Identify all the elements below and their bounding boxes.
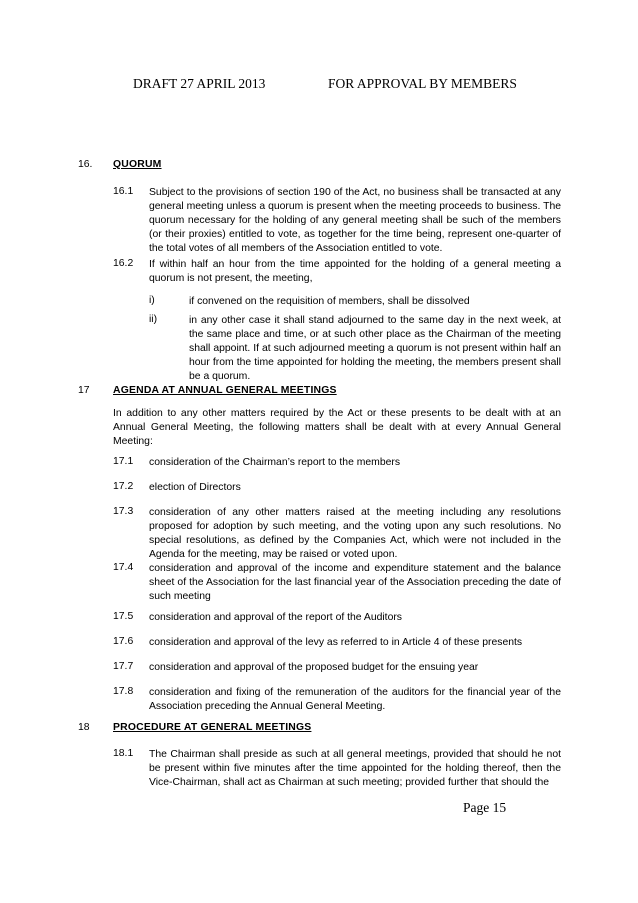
section-intro: In addition to any other matters required by the Act or these presents to be dealt with at an Annual General Meeting, the following matters shall be dealt with at every Annual General Meeting: <box>113 408 561 447</box>
clause-text: consideration and approval of the report of the Auditors <box>149 612 403 623</box>
clause-number: 16.1 <box>113 186 134 197</box>
clause-number: 17.1 <box>113 456 134 467</box>
clause-number: 18.1 <box>113 748 134 759</box>
clause-number: 17.4 <box>113 562 134 573</box>
clause-text: The Chairman shall preside as such at all general meetings, provided that should he not be present within five minutes after the time appointed for the holding thereof, then the Vice-Chairman, shall act as Chairman at such meeting; provided further that should the <box>149 749 561 788</box>
page-header <box>0 76 638 96</box>
section-title: QUORUM <box>113 159 162 170</box>
clause-text: If within half an hour from the time appointed for the holding of a general meeting a quorum is not present, the meeting, <box>149 259 561 284</box>
section-title: PROCEDURE AT GENERAL MEETINGS <box>113 722 312 733</box>
clause-number: 17.6 <box>113 636 134 647</box>
clause-text: consideration and approval of the income and expenditure statement and the balance sheet of the Association for the last financial year of the Association preceding the date of such meeting <box>149 563 561 602</box>
section-number: 18 <box>78 722 90 733</box>
approval-status: FOR APPROVAL BY MEMBERS <box>328 76 517 91</box>
section-title: AGENDA AT ANNUAL GENERAL MEETINGS <box>113 385 337 396</box>
subitem-text: if convened on the requisition of members, shall be dissolved <box>189 296 470 307</box>
clause-text: consideration and approval of the levy as referred to in Article 4 of these presents <box>149 637 523 648</box>
subitem-text: in any other case it shall stand adjourned to the same day in the next week, at the same place and time, or at such other place as the Chairman of the meeting shall appoint. If at such adjourned meeting a quorum is not present within half an hour from the time appointed for holding the meeting, the members present shall be a quorum. <box>189 315 561 382</box>
clause-number: 17.8 <box>113 686 134 697</box>
clause-text: consideration and fixing of the remuneration of the auditors for the financial year of the Association preceding the Annual General Meeting. <box>149 687 561 712</box>
subitem-number: ii) <box>149 314 158 325</box>
clause-number: 17.5 <box>113 611 134 622</box>
clause-text: election of Directors <box>149 482 241 493</box>
clause-text: consideration of the Chairman’s report to the members <box>149 457 401 468</box>
clause-text: consideration and approval of the proposed budget for the ensuing year <box>149 662 479 673</box>
section-number: 17 <box>78 385 90 396</box>
clause-number: 16.2 <box>113 258 134 269</box>
page-footer <box>463 800 506 816</box>
page-number: Page 15 <box>463 800 507 815</box>
clause-text: Subject to the provisions of section 190 of the Act, no business shall be transacted at any general meeting unless a quorum is present when the meeting proceeds to business. The quorum necessary for the holding of any general meeting shall be such of the members (or their proxies) entitled to vote, as together for the time being, represent one-quarter of the total votes of all members of the Association entitled to vote. <box>149 187 561 254</box>
clause-number: 17.7 <box>113 661 134 672</box>
clause-number: 17.3 <box>113 506 134 517</box>
clause-number: 17.2 <box>113 481 134 492</box>
subitem-number: i) <box>149 295 155 306</box>
clause-text: consideration of any other matters raised at the meeting including any resolutions proposed for adoption by such meeting, and the voting upon any such resolutions. No special resolutions, as defined by the Companies Act, which were not included in the Agenda for the meeting, may be raised or voted upon. <box>149 507 561 560</box>
draft-date: DRAFT 27 APRIL 2013 <box>133 76 266 91</box>
section-number: 16. <box>78 159 93 170</box>
